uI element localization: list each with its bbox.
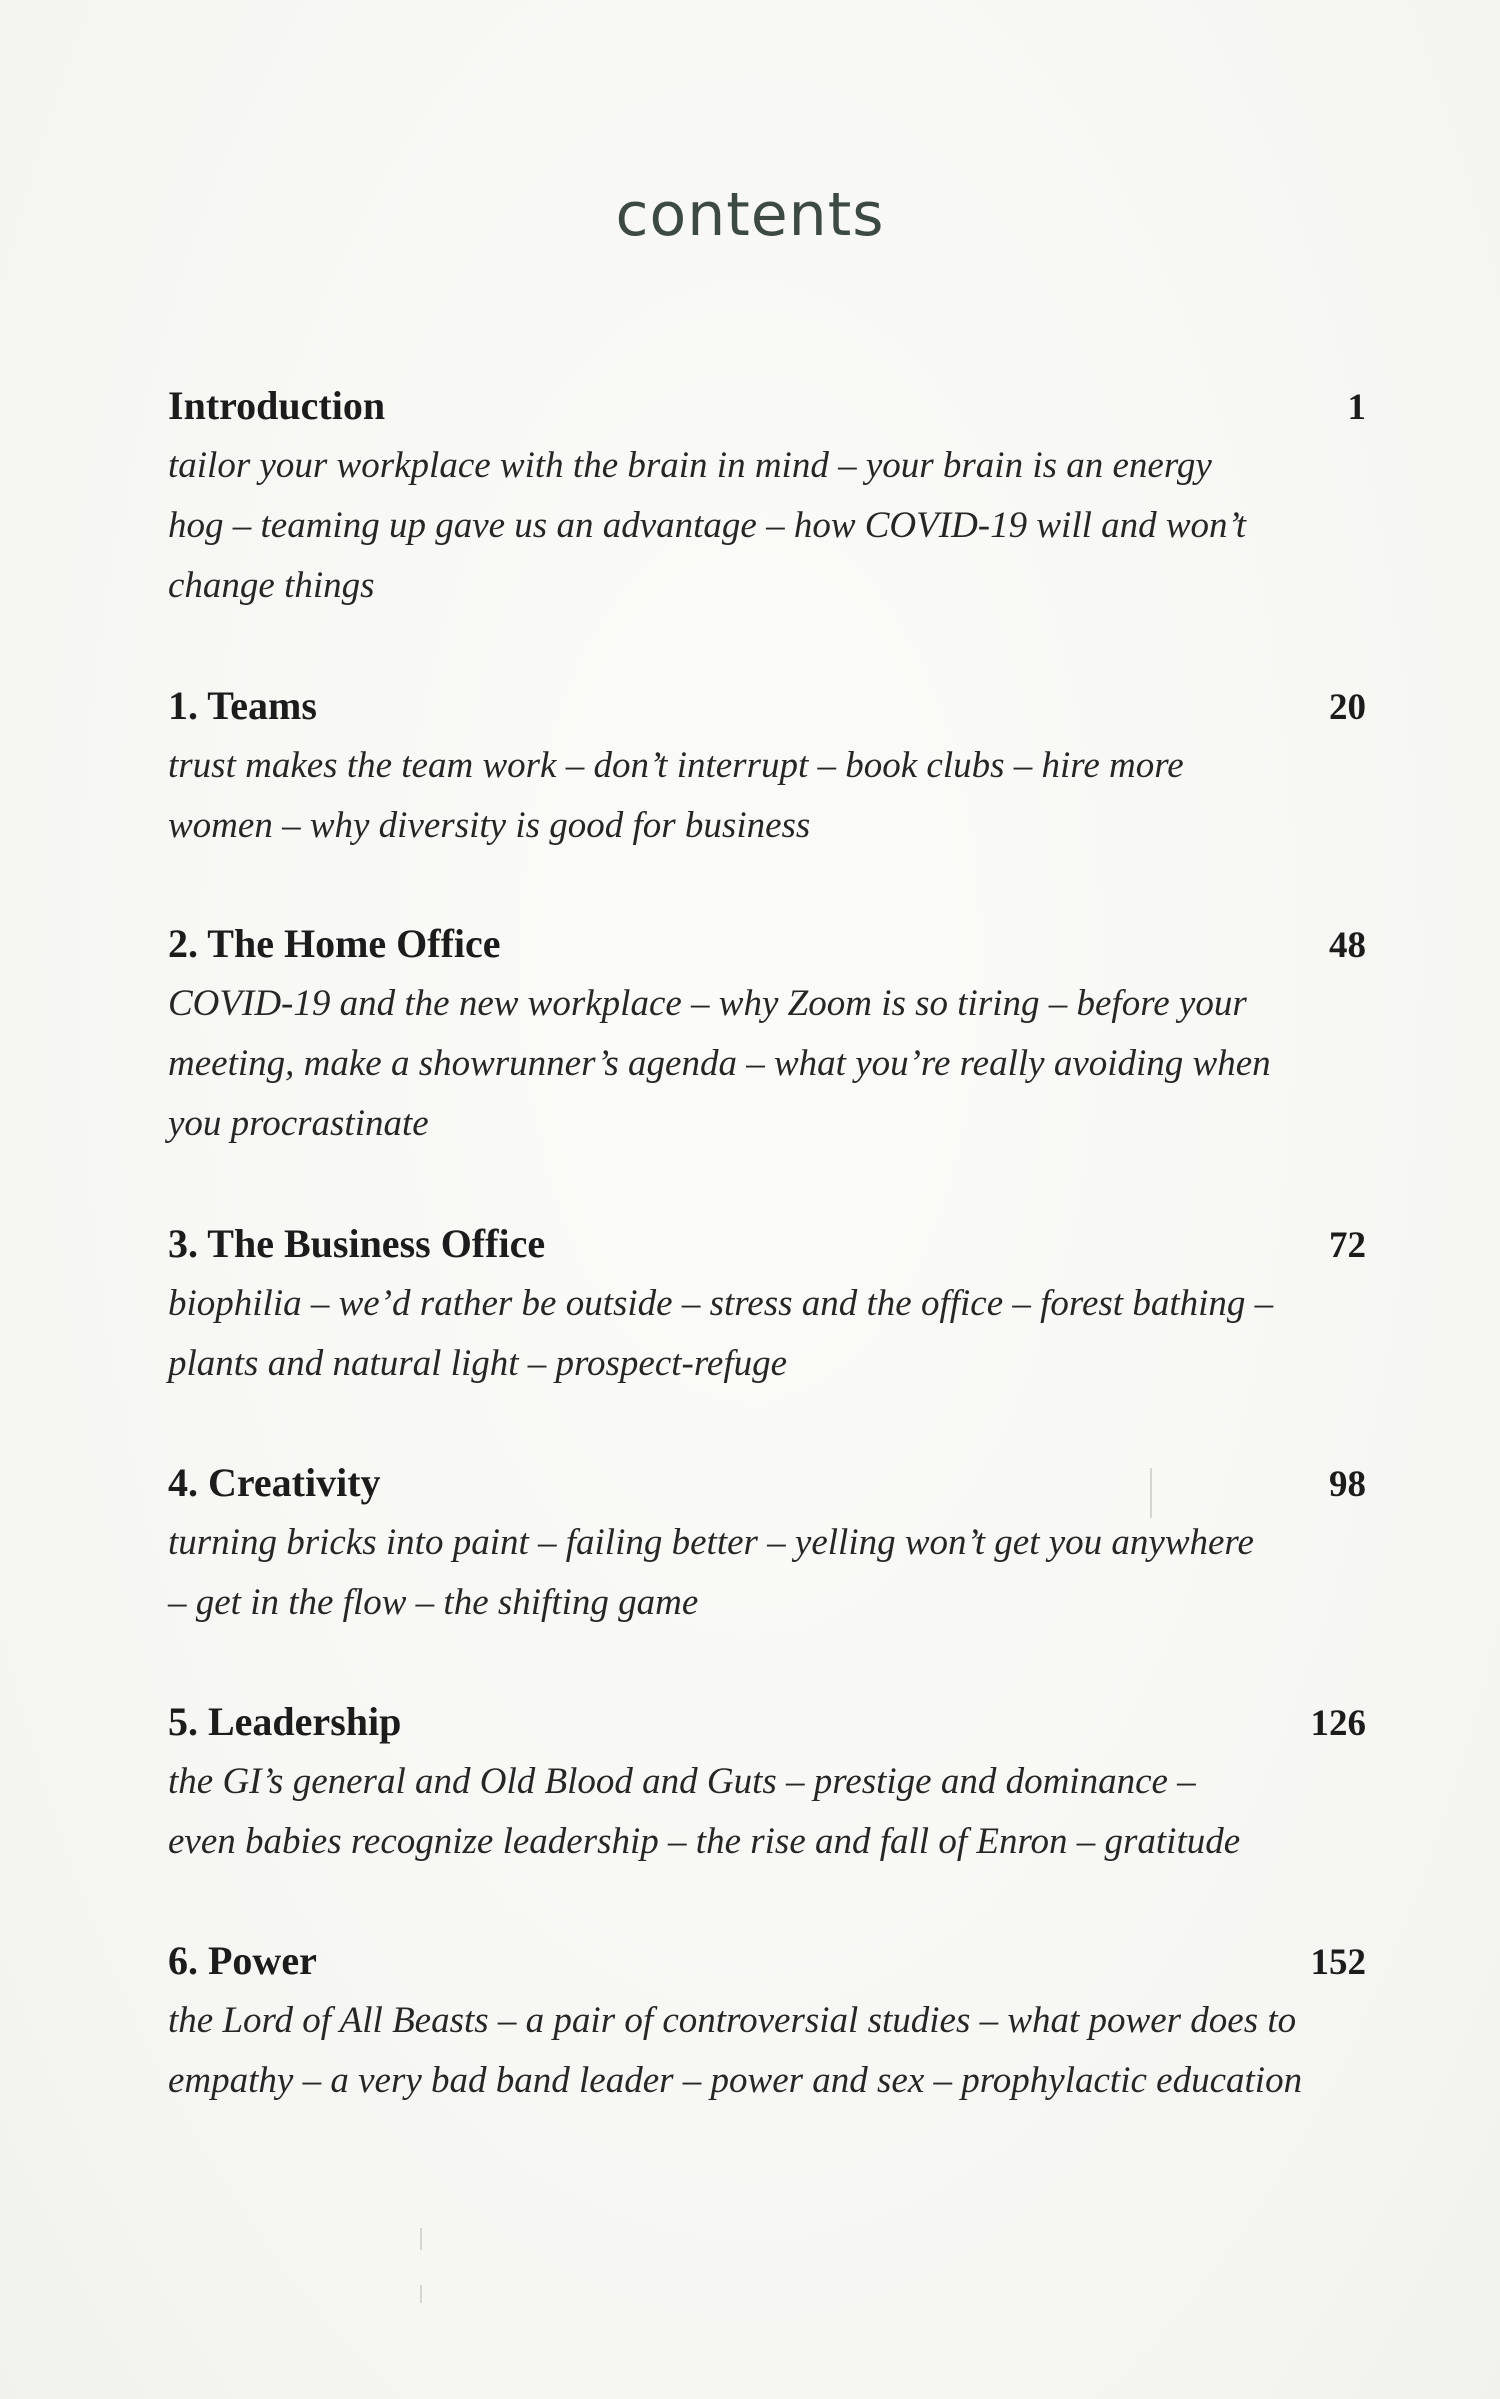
toc-entry-description: [168, 1274, 1366, 1394]
toc-entry-business-office: [168, 1214, 1366, 1394]
toc-entry-leadership: [168, 1692, 1366, 1872]
toc-entry-header: [168, 1453, 1366, 1513]
toc-description-line: empathy – a very bad band leader – power and sex – prophylactic education: [168, 2060, 1303, 2101]
toc-entry-page-number: 20: [1329, 687, 1366, 728]
toc-entry-header: [168, 1931, 1366, 1991]
toc-entry-header: [168, 1214, 1366, 1274]
toc-entry-home-office: [168, 914, 1366, 1154]
toc-entry-title: 1. Teams: [168, 683, 317, 728]
table-of-contents: [168, 376, 1366, 2111]
toc-description-line: even babies recognize leadership – the rise and fall of Enron – gratitude: [168, 1821, 1241, 1862]
toc-entry-page-number: 98: [1329, 1464, 1366, 1505]
toc-entry-teams: [168, 676, 1366, 856]
toc-entry-page-number: 48: [1329, 925, 1366, 966]
toc-description-line: women – why diversity is good for business: [168, 805, 811, 846]
toc-description-line: tailor your workplace with the brain in mind – your brain is an energy: [168, 445, 1212, 486]
toc-entry-title: 6. Power: [168, 1938, 317, 1983]
toc-description-line: COVID-19 and the new workplace – why Zoom is so tiring – before your: [168, 983, 1247, 1024]
toc-description-line: meeting, make a showrunner’s agenda – what you’re really avoiding when: [168, 1043, 1271, 1084]
scan-artifact-line: [420, 2228, 422, 2250]
toc-description-line: you procrastinate: [168, 1103, 429, 1144]
toc-entry-description: [168, 436, 1366, 616]
toc-description-line: trust makes the team work – don’t interrupt – book clubs – hire more: [168, 745, 1184, 786]
page-title: contents: [615, 180, 885, 250]
toc-entry-header: [168, 676, 1366, 736]
toc-entry-creativity: [168, 1453, 1366, 1633]
toc-entry-title: Introduction: [168, 383, 386, 428]
toc-description-line: hog – teaming up gave us an advantage – how COVID-19 will and won’t: [168, 505, 1247, 546]
toc-entry-description: [168, 1991, 1366, 2111]
toc-entry-description: [168, 1513, 1366, 1633]
toc-entry-title: 4. Creativity: [168, 1460, 381, 1505]
toc-description-line: plants and natural light – prospect-refuge: [168, 1343, 788, 1384]
toc-entry-page-number: 152: [1310, 1942, 1366, 1983]
toc-entry-description: [168, 974, 1366, 1154]
toc-description-line: the Lord of All Beasts – a pair of controversial studies – what power does to: [168, 2000, 1297, 2041]
toc-entry-page-number: 1: [1347, 387, 1366, 428]
toc-description-line: biophilia – we’d rather be outside – stress and the office – forest bathing –: [168, 1283, 1274, 1324]
toc-description-line: change things: [168, 565, 375, 606]
toc-entry-page-number: 72: [1329, 1225, 1366, 1266]
toc-description-line: the GI’s general and Old Blood and Guts – prestige and dominance –: [168, 1761, 1196, 1802]
toc-entry-header: [168, 1692, 1366, 1752]
toc-entry-page-number: 126: [1310, 1703, 1366, 1744]
scan-artifact-line: [1150, 1468, 1152, 1518]
toc-description-line: turning bricks into paint – failing better – yelling won’t get you anywhere: [168, 1522, 1254, 1563]
toc-entry-introduction: [168, 376, 1366, 616]
toc-entry-header: [168, 376, 1366, 436]
toc-entry-header: [168, 914, 1366, 974]
toc-entry-title: 2. The Home Office: [168, 921, 501, 966]
toc-entry-description: [168, 736, 1366, 856]
toc-entry-title: 5. Leadership: [168, 1699, 402, 1744]
scan-artifact-line: [420, 2285, 422, 2303]
toc-description-line: – get in the flow – the shifting game: [168, 1582, 699, 1623]
toc-entry-power: [168, 1931, 1366, 2111]
toc-entry-title: 3. The Business Office: [168, 1221, 546, 1266]
toc-entry-description: [168, 1752, 1366, 1872]
